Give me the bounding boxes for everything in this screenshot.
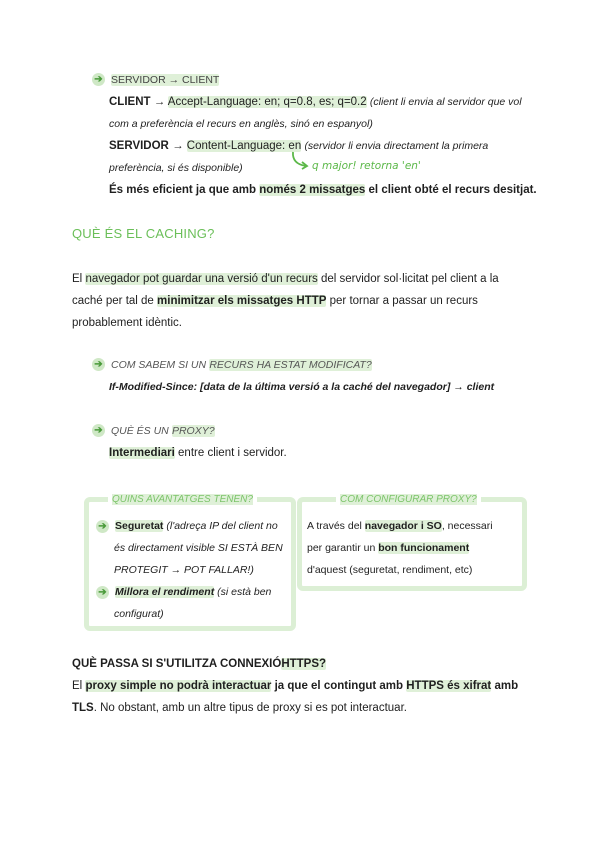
advantage-1-line-3: PROTEGIT → POT FALLAR!) bbox=[114, 564, 254, 576]
https-l1-highlight: proxy simple no podrà interactuar bbox=[85, 680, 272, 692]
advantage-item-2 bbox=[96, 584, 271, 600]
conclusion-part-2: el client obté el recurs desitjat. bbox=[368, 184, 537, 196]
heading-client: CLIENT bbox=[182, 74, 220, 86]
arrow-right-icon: ➔ bbox=[96, 586, 109, 599]
arrow-right-icon: ➔ bbox=[92, 73, 105, 86]
heading-servidor: SERVIDOR bbox=[111, 74, 166, 86]
https-line-1 bbox=[72, 678, 518, 694]
advantage-item-1 bbox=[96, 518, 278, 534]
config-line-2 bbox=[307, 540, 469, 556]
accept-language-header: Accept-Language: en; q=0.8, es; q=0.2 bbox=[167, 96, 367, 108]
caching-p2-b: per tornar a passar un recurs bbox=[329, 295, 478, 307]
https-title-highlight: HTTPS? bbox=[281, 658, 327, 670]
conclusion-highlight: només 2 missatges bbox=[259, 184, 366, 196]
server-note-1: (servidor li envia directament la primera bbox=[304, 140, 489, 152]
proxy-def-rest: entre client i servidor. bbox=[178, 447, 287, 459]
caching-para-line-2 bbox=[72, 293, 478, 309]
servidor-client-heading bbox=[92, 72, 219, 88]
heading-arrow: → bbox=[168, 74, 180, 86]
modified-arrow: → bbox=[453, 381, 464, 393]
https-title bbox=[72, 656, 326, 672]
modified-target: client bbox=[466, 381, 495, 393]
advantage-2-highlight: Millora el rendiment bbox=[115, 586, 215, 598]
conclusion-part-1: És més eficient ja que amb bbox=[109, 184, 257, 196]
caching-p1-highlight: navegador pot guardar una versió d'un recurs bbox=[85, 273, 318, 285]
caching-para-line-1 bbox=[72, 271, 499, 287]
advantage-1-line-2: és directament visible SI ESTÀ BEN bbox=[114, 542, 283, 554]
caching-p2-a: caché per tal de bbox=[72, 295, 154, 307]
config-l1-highlight: navegador i SO bbox=[364, 520, 442, 532]
client-label: CLIENT bbox=[109, 96, 151, 108]
if-modified-since-header: If-Modified-Since: bbox=[109, 381, 198, 393]
caching-p2-highlight: minimitzar els missatges HTTP bbox=[157, 295, 327, 307]
https-l1-highlight-2: HTTPS és xifrat bbox=[406, 680, 492, 692]
proxy-heading-highlight: PROXY? bbox=[171, 425, 215, 437]
client-note-1: (client li envia al servidor que vol bbox=[369, 96, 522, 108]
caching-p1-b: del servidor sol·licitat pel client a la bbox=[320, 273, 499, 285]
config-box-title bbox=[336, 494, 481, 505]
proxy-heading bbox=[92, 423, 215, 439]
advantage-2-line-1: (si està ben bbox=[217, 586, 272, 598]
https-l2-b: . No obstant, amb un altre tipus de proxy si es pot interactuar. bbox=[93, 702, 407, 714]
https-l1-c: amb bbox=[494, 680, 519, 692]
https-l1-a: El bbox=[72, 680, 83, 692]
https-l2-a: TLS bbox=[72, 702, 94, 714]
if-modified-since-line bbox=[109, 379, 494, 395]
client-line-1 bbox=[109, 94, 522, 110]
modified-heading bbox=[92, 357, 372, 373]
config-title-text: COM CONFIGURAR PROXY? bbox=[340, 494, 477, 505]
client-note-2: com a preferència el recurs en anglès, sinó en espanyol) bbox=[109, 118, 373, 130]
conclusion-line bbox=[109, 182, 537, 198]
modified-heading-a: COM SABEM SI UN bbox=[111, 359, 207, 371]
client-arrow: → bbox=[153, 96, 166, 108]
https-line-2 bbox=[72, 700, 407, 716]
server-note-2: preferència, si és disponible) bbox=[109, 162, 243, 174]
advantage-1-line-1: (l'adreça IP del client no bbox=[166, 520, 278, 532]
config-l1-a: A través del bbox=[307, 520, 362, 532]
caching-p1-a: El bbox=[72, 273, 83, 285]
arrow-right-icon: ➔ bbox=[92, 424, 105, 437]
config-l2-a: per garantir un bbox=[307, 542, 376, 554]
if-modified-since-desc: [data de la última versió a la caché del navegador] bbox=[200, 381, 451, 393]
modified-heading-highlight: RECURS HA ESTAT MODIFICAT? bbox=[209, 359, 372, 371]
server-arrow: → bbox=[172, 140, 184, 152]
advantages-box-title bbox=[108, 494, 257, 505]
advantages-title-text: QUINS AVANTATGES TENEN? bbox=[112, 494, 253, 505]
config-line-1 bbox=[307, 518, 493, 534]
proxy-def-highlight: Intermediari bbox=[109, 447, 175, 459]
proxy-definition bbox=[109, 445, 287, 461]
config-l2-highlight: bon funcionament bbox=[378, 542, 470, 554]
handwritten-note: q major! retorna 'en' bbox=[312, 160, 421, 172]
https-l1-b: ja que el contingut amb bbox=[274, 680, 404, 692]
proxy-heading-a: QUÈ ÉS UN bbox=[111, 425, 169, 437]
https-title-a: QUÈ PASSA SI S'UTILITZA CONNEXIÓ bbox=[72, 658, 282, 670]
arrow-right-icon: ➔ bbox=[96, 520, 109, 533]
caching-title: QUÈ ÉS EL CACHING? bbox=[72, 226, 215, 241]
advantage-2-line-2: configurat) bbox=[114, 608, 164, 620]
server-label: SERVIDOR bbox=[109, 140, 169, 152]
config-line-3: d'aquest (seguretat, rendiment, etc) bbox=[307, 564, 473, 576]
caching-para-line-3: probablement idèntic. bbox=[72, 317, 182, 329]
config-l1-b: , necessari bbox=[441, 520, 493, 532]
arrow-right-icon: ➔ bbox=[92, 358, 105, 371]
content-language-header: Content-Language: en bbox=[186, 140, 302, 152]
advantage-1-highlight: Seguretat bbox=[115, 520, 164, 532]
handwritten-arrow-icon bbox=[290, 150, 312, 172]
